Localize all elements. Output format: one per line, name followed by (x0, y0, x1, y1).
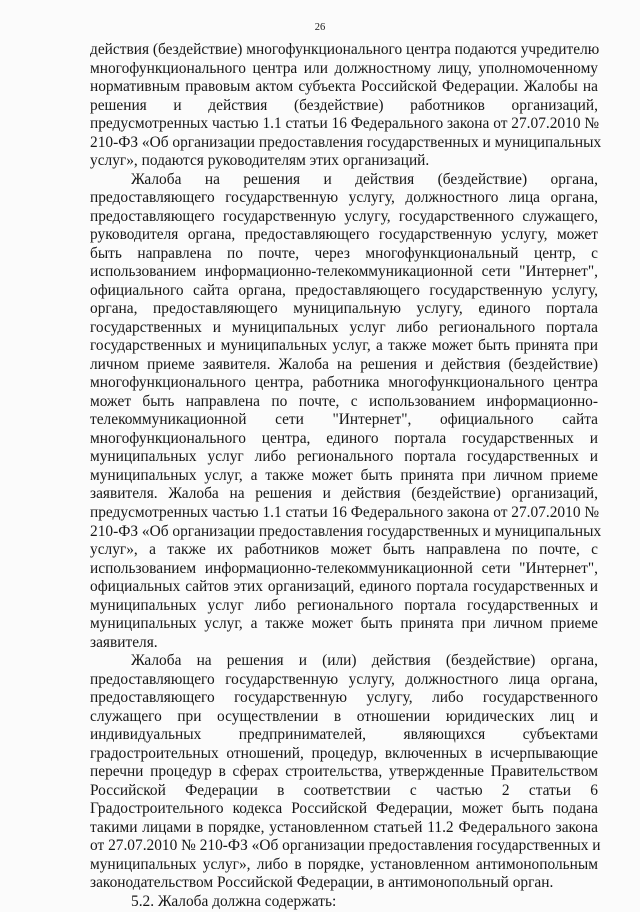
text-line: градостроительных отношений, процедур, включенных в исчерпывающие (90, 744, 598, 762)
page-number: 26 (314, 22, 326, 33)
text-line: предусмотренных частью 1.1 статьи 16 Федерального закона от 27.07.2010 № (90, 115, 600, 133)
text-line: служащего при осуществлении в отношении юридических лиц и (90, 707, 598, 725)
text-line: использованием информационно-телекоммуникационной сети "Интернет", (90, 559, 598, 577)
text-line: услуг», а также их работников может быть направлена по почте, с (90, 541, 598, 559)
text-line: индивидуальных предпринимателей, являющихся субъектами (90, 726, 598, 744)
text-line: Российской Федерации в соответствии с частью 2 статьи 6 (90, 781, 598, 799)
text-line: предоставляющего государственную услугу, должностного лица органа, (90, 670, 598, 688)
text-line: заявителя. (90, 633, 158, 651)
text-line: многофункционального центра, единого портала государственных и (90, 429, 598, 447)
text-line: предоставляющего государственную услугу, должностного лица органа, (90, 189, 598, 207)
text-line: Жалоба на решения и действия (бездействие) органа, (131, 170, 598, 188)
text-line: предоставляющего государственную услугу, либо государственного (90, 689, 598, 707)
text-line: многофункционального центра, работника многофункционального центра (90, 374, 598, 392)
text-line: муниципальных услуг, а также может быть принята при личном приеме (90, 466, 598, 484)
text-line: заявителя. Жалоба на решения и действия (бездействие) организаций, (90, 485, 598, 503)
text-line: 210-ФЗ «Об организации предоставления государственных и муниципальных (90, 133, 602, 151)
text-line: многофункционального центра или должностному лицу, уполномоченному (90, 59, 598, 77)
text-line: от 27.07.2010 № 210-ФЗ «Об организации предоставления государственных и (90, 837, 601, 855)
text-line: органа, предоставляющего муниципальную услугу, единого портала (90, 300, 598, 318)
text-line: предусмотренных частью 1.1 статьи 16 Федерального закона от 27.07.2010 № (90, 504, 600, 521)
text-line: использованием информационно-телекоммуникационной сети "Интернет", (90, 263, 598, 281)
text-line: предоставляющего государственную услугу, государственного служащего, (90, 207, 598, 225)
text-line: услуг», подаются руководителям этих организаций. (90, 152, 430, 170)
text-line: телекоммуникационной сети "Интернет", официального сайта (90, 411, 598, 429)
text-line: официального сайта органа, предоставляющего государственную услугу, (90, 281, 598, 299)
text-line: муниципальных услуг, а также может быть принята при личном приеме (90, 615, 598, 633)
text-line: государственных и муниципальных услуг либо регионального портала (90, 318, 598, 336)
text-line: личном приеме заявителя. Жалоба на решения и действия (бездействие) (90, 355, 598, 373)
text-line: 210-ФЗ «Об организации предоставления государственных и муниципальных (90, 522, 602, 540)
text-line: законодательством Российской Федерации, в антимонопольный орган. (90, 874, 554, 892)
text-line: быть направлена по почте, через многофункциональный центр, с (90, 244, 598, 262)
text-line: действия (бездействие) многофункционального центра подаются учредителю (90, 41, 600, 58)
text-line: 5.2. Жалоба должна содержать: (131, 892, 337, 910)
text-line: муниципальных услуг либо регионального портала государственных и (90, 596, 598, 614)
text-line: может быть направлена по почте, с использованием информационно- (90, 392, 598, 410)
text-line: решения и действия (бездействие) работников организаций, (90, 96, 598, 114)
text-line: муниципальных услуг либо регионального портала государственных и (90, 448, 598, 466)
text-line: руководителя органа, предоставляющего государственную услугу, может (90, 226, 598, 244)
text-line: муниципальных услуг», либо в порядке, установленном антимонопольным (90, 855, 598, 873)
text-line: Жалоба на решения и (или) действия (бездействие) органа, (131, 652, 598, 670)
text-line: такими лицами в порядке, установленном статьей 11.2 Федерального закона (90, 818, 598, 836)
text-line: Градостроительного кодекса Российской Федерации, может быть подана (90, 800, 598, 818)
text-line: нормативным правовым актом субъекта Российской Федерации. Жалобы на (90, 78, 598, 96)
text-line: государственных и муниципальных услуг, а также может быть принята при (90, 337, 598, 355)
text-line: официальных сайтов этих организаций, единого портала государственных и (90, 578, 598, 596)
text-line: перечни процедур в сферах строительства, утвержденные Правительством (90, 763, 598, 781)
